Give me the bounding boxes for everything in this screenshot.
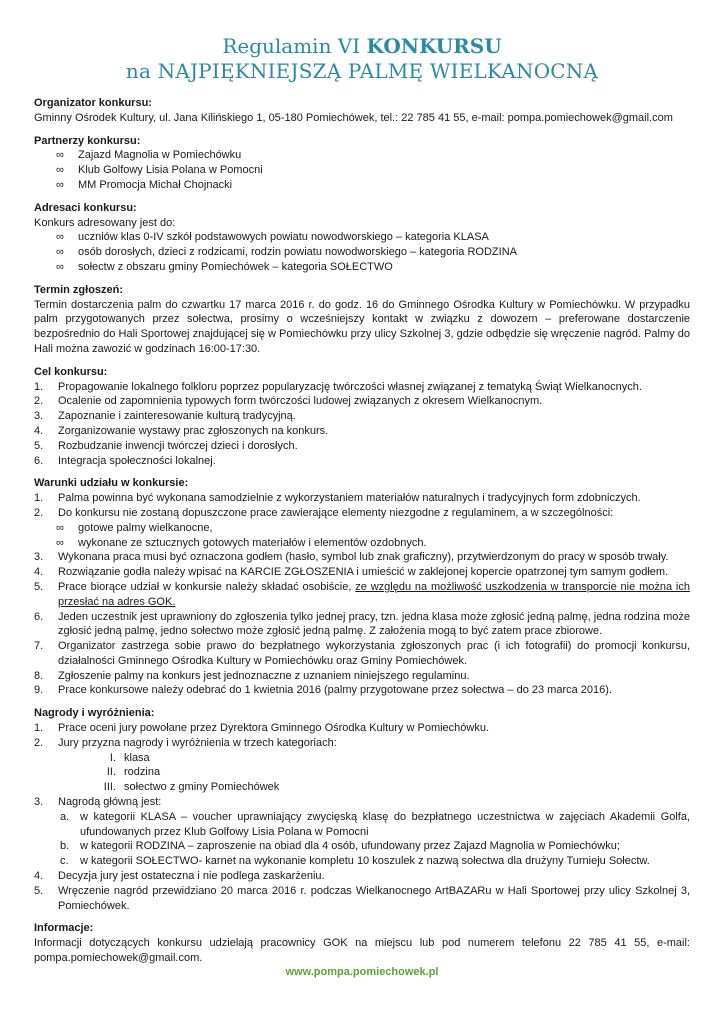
list-item: ∞ MM Promocja Michał Chojnacki [56,178,233,191]
list-item: 1. Palma powinna być wykonana samodzielnie z wykorzystaniem materiałów naturalnych i tradycyjnych form zdobniczych. [34,492,641,505]
list-item: 5. Rozbudzanie inwencji twórczej dzieci i dorosłych. [34,439,298,452]
awards-section [34,706,690,913]
list-item: 6. Jeden uczestnik jest uprawniony do zgłoszenia tylko jednej pracy, tzn. jedna klasa może zgłosić jedną palmę, jedna rodzina może zgłosić jedną palmę, jedno sołectwo może zgłosić jedną palmę. Z założenia mogą to być zatem prace zbiorowe. [34,610,690,638]
organizer-section [34,96,690,126]
deadline-heading: Termin zgłoszeń: [34,283,124,296]
awards-list [34,721,690,913]
conditions-heading: Warunki udziału w konkursie: [34,477,189,490]
list-item: 3. Nagrodą główną jest: a. w kategorii KLASA – voucher uprawniający zwycięską klasę do bezpłatnego uczestnictwa w zajęciach Akademii Golfa, ufundowanych przez Klub Golfowy Lisia Polana w Pomocni b. w kategorii RODZINA – zaproszenie na obiad dla 4 osób, ufundowany przez Zajazd Magnolia w Pomiechówku; c. w kategorii SOŁECTWO- karnet na wykonanie kompletu 10 koszulek z nazwą sołectwa dla drużyny Turnieju Sołectw. [34,796,690,868]
title-bold: KONKURSU [366,34,502,58]
list-item: 3. Wykonana praca musi być oznaczona godłem (hasło, symbol lub znak graficzny), przytwierdzonym do pracy w sposób trwały. [34,551,669,564]
footer-website-link[interactable]: www.pompa.pomiechowek.pl [285,966,439,978]
deadline-section [34,283,690,357]
goal-heading: Cel konkursu: [34,365,108,378]
goal-section [34,365,690,469]
list-item: c. w kategorii SOŁECTWO- karnet na wykonanie kompletu 10 koszulek z nazwą sołectwa dla drużyny Turnieju Sołectw. [60,855,650,868]
list-item: ∞ uczniów klas 0-IV szkół podstawowych powiatu nowodworskiego – kategoria KLASA [56,231,489,244]
list-item: 4. Rozwiązanie godła należy wpisać na KARCIE ZGŁOSZENIA i umieścić w zaklejonej kopercie opatrzonej tym samym godłem. [34,566,669,579]
list-item: 3. Zapoznanie i zainteresowanie kulturą tradycyjną. [34,410,296,423]
list-item: III. sołectwo z gminy Pomiechówek [103,781,280,794]
infinity-bullet-icon: ∞ [56,260,64,273]
partners-list [34,148,690,192]
addressees-heading: Adresaci konkursu: [34,201,137,214]
list-item: 2. Jury przyzna nagrody i wyróżnienia w trzech kategoriach: I. klasa II. rodzina III. sołectwo z gminy Pomiechówek [34,736,690,795]
list-item: 2. Do konkursu nie zostaną dopuszczone prace zawierające elementy niezgodne z regulaminem, a w szczególności: ∞ gotowe palmy wielkanocne, ∞ wykonane ze sztucznych gotowych materiałów i elementów ozdobnych. [34,506,690,550]
addressees-list [34,230,690,274]
document-title [34,34,690,84]
organizer-text: Gminny Ośrodek Kultury, ul. Jana Kilińskiego 1, 05-180 Pomiechówek, tel.: 22 785 41 55, e-mail: pompa.pomiechowek@gmail.com [34,111,673,124]
title-prefix: Regulamin VI [222,34,367,58]
list-item: ∞ wykonane ze sztucznych gotowych materiałów i elementów ozdobnych. [56,536,427,549]
infinity-bullet-icon: ∞ [56,521,64,534]
infinity-bullet-icon: ∞ [56,231,64,244]
infinity-bullet-icon: ∞ [56,178,64,191]
addressees-section [34,201,690,275]
list-item: ∞ osób dorosłych, dzieci z rodzicami, rodzin powiatu nowodworskiego – kategoria RODZINA [56,246,517,259]
list-item: 5. Wręczenie nagród przewidziano 20 marca 2016 r. podczas Wielkanocnego ArtBAZARu w Hali Sportowej przy ulicy Szkolnej 3, Pomiechówek. [34,884,690,912]
prizes-list [34,810,690,869]
list-item: I. klasa [109,751,150,764]
list-item: 5. Prace biorące udział w konkursie należy składać osobiście, ze względu na możliwość uszkodzenia w transporcie nie można ich przesłać na adres GOK. [34,580,690,608]
infinity-bullet-icon: ∞ [56,164,64,177]
list-item: ∞ gotowe palmy wielkanocne, [56,521,213,534]
infinity-bullet-icon: ∞ [56,246,64,259]
info-section [34,921,690,965]
list-item: ∞ Klub Golfowy Lisia Polana w Pomocni [56,164,263,177]
list-item: II. rodzina [106,766,161,779]
document-page [34,34,690,966]
conditions-sublist [34,521,690,551]
info-heading: Informacje: [34,922,94,935]
list-item: 1. Propagowanie lokalnego folkloru poprzez popularyzację twórczości własnej związanej z tematyką Świąt Wielkanocnych. [34,380,642,393]
list-item: 9. Prace konkursowe należy odebrać do 1 kwietnia 2016 (palmy przygotowane przez sołectwa – do 23 marca 2016). [34,684,612,697]
list-item: 2. Ocalenie od zapomnienia typowych form twórczości ludowej związanych z okresem Wielkanocnym. [34,395,543,408]
info-text: Informacji dotyczących konkursu udzielają pracownicy GOK na miejscu lub pod numerem telefonu 22 785 41 55, e-mail: pompa.pomiechowek@gmail.com. [34,937,690,965]
underlined-note: ze względu na możliwość uszkodzenia w transporcie nie można ich przesłać na adres GOK. [58,580,690,608]
awards-heading: Nagrody i wyróżnienia: [34,707,155,720]
organizer-heading: Organizator konkursu: [34,97,152,109]
deadline-text: Termin dostarczenia palm do czwartku 17 marca 2016 r. do godz. 16 do Gminnego Ośrodka Kultury w Pomiechówku. W przypadku palm przygotowanych przez sołectwa, prosimy o wcześniejszy kontakt w związku z dowozem – preferowane dostarczenie bezpośrednio do Hali Sportowej znajdującej się w Pomiechówku przy ulicy Szkolnej 3, gdzie odbędzie się wręczenie nagród. Palmy do Hali można zawozić w godzinach 16:00-17:30. [34,298,690,355]
infinity-bullet-icon: ∞ [56,149,64,162]
list-item: ∞ sołectw z obszaru gminy Pomiechówek – kategoria SOŁECTWO [56,260,393,273]
list-item: a. w kategorii KLASA – voucher uprawniający zwycięską klasę do bezpłatnego uczestnictwa w zajęciach Akademii Golfa, ufundowanych przez Klub Golfowy Lisia Polana w Pomocni [60,810,690,838]
conditions-list [34,491,690,698]
list-item: 8. Zgłoszenie palmy na konkurs jest jednoznaczne z uznaniem niniejszego regulaminu. [34,669,470,682]
list-item: 4. Zorganizowanie wystawy prac zgłoszonych na konkurs. [34,424,329,437]
conditions-section [34,476,690,698]
list-item: 6. Integracja społeczności lokalnej. [34,454,216,467]
categories-list [58,751,690,795]
list-item: 7. Organizator zastrzega sobie prawo do bezpłatnego wykorzystania zgłoszonych prac (i ich fotografii) do promocji konkursu, działalności Gminnego Ośrodka Kultury w Pomiechówku oraz Gminy Pomiechówek. [34,640,690,667]
infinity-bullet-icon: ∞ [56,536,64,549]
list-item: b. w kategorii RODZINA – zaproszenie na obiad dla 4 osób, ufundowany przez Zajazd Magnolia w Pomiechówku; [60,840,620,853]
goal-list [34,380,690,469]
partners-section [34,134,690,193]
partners-heading: Partnerzy konkursu: [34,134,141,147]
title-line2: na NAJPIĘKNIEJSZĄ PALMĘ WIELKANOCNĄ [125,59,599,83]
list-item: ∞ Zajazd Magnolia w Pomiechówku [56,149,242,162]
list-item: 4. Decyzja jury jest ostateczna i nie podlega zaskarżeniu. [34,870,325,883]
addressees-intro: Konkurs adresowany jest do: [34,216,176,229]
list-item: 1. Prace oceni jury powołane przez Dyrektora Gminnego Ośrodka Kultury w Pomiechówku. [34,722,490,735]
